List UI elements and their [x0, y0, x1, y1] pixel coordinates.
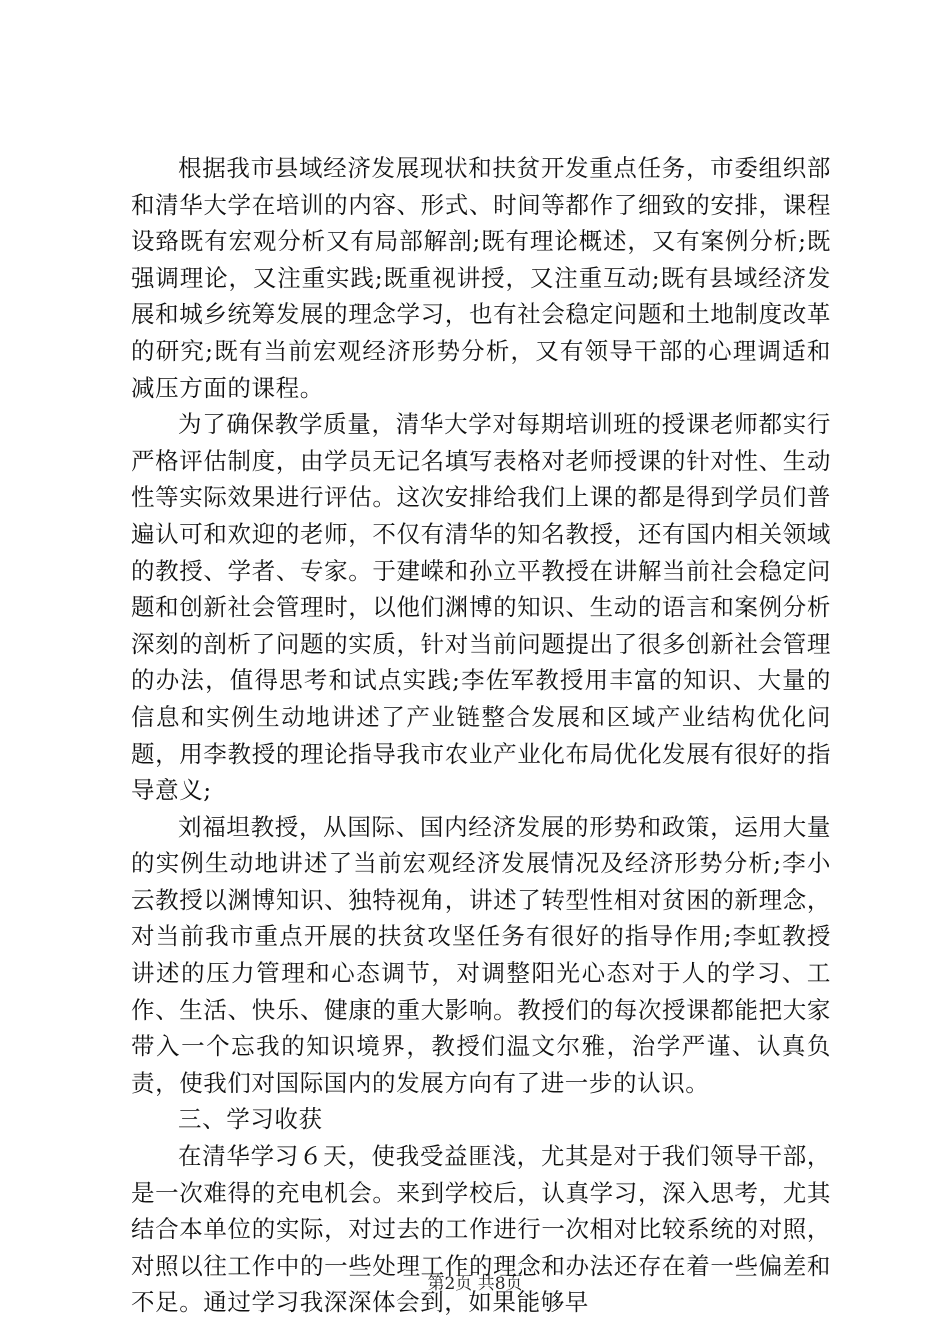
paragraph-professors: 刘福坦教授，从国际、国内经济发展的形势和政策，运用大量的实例生动地讲述了当前宏观经济发展情况及经济形势分析;李小云教授以渊博知识、独特视角，讲述了转型性相对贫困的新理念，对当前我市重点开展的扶贫攻坚任务有很好的指导作用;李虹教授讲述的压力管理和心态调节，对调整阳光心态对于人的学习、工作、生活、快乐、健康的重大影响。教授们的每次授课都能把大家带入一个忘我的知识境界，教授们温文尔雅，治学严谨、认真负责，使我们对国际国内的发展方向有了进一步的认识。: [131, 812, 831, 1097]
paragraph-curriculum: 根据我市县域经济发展现状和扶贫开发重点任务，市委组织部和清华大学在培训的内容、形式、时间等都作了细致的安排，课程设臵既有宏观分析又有局部解剖;既有理论概述，又有案例分析;既强调理论，又注重实践;既重视讲授，又注重互动;既有县域经济发展和城乡统筹发展的理念学习，也有社会稳定问题和土地制度改革的研究;既有当前宏观经济形势分析，又有领导干部的心理调适和减压方面的课程。: [131, 154, 831, 402]
page-number-footer: 第2页 共8页: [427, 1274, 523, 1294]
paragraph-gains: 在清华学习６天，使我受益匪浅，尤其是对于我们领导干部，是一次难得的充电机会。来到学校后，认真学习，深入思考，尤其结合本单位的实际，对过去的工作进行一次相对比较系统的对照，对照以往工作中的一些处理工作的理念和办法还存在着一些偏差和不足。通过学习我深深体会到，如果能够早: [131, 1142, 831, 1317]
paragraph-teaching-quality: 为了确保教学质量，清华大学对每期培训班的授课老师都实行严格评估制度，由学员无记名填写表格对老师授课的针对性、生动性等实际效果进行评估。这次安排给我们上课的都是得到学员们普遍认可和欢迎的老师，不仅有清华的知名教授，还有国内相关领域的教授、学者、专家。于建嵘和孙立平教授在讲解当前社会稳定问题和创新社会管理时，以他们渊博的知识、生动的语言和案例分析深刻的剖析了问题的实质，针对当前问题提出了很多创新社会管理的办法，值得思考和试点实践;李佐军教授用丰富的知识、大量的信息和实例生动地讲述了产业链整合发展和区域产业结构优化问题，用李教授的理论指导我市农业产业化布局优化发展有很好的指导意义;: [131, 410, 831, 805]
section-heading: 三、学习收获: [178, 1105, 323, 1134]
document-body: [131, 150, 831, 1321]
